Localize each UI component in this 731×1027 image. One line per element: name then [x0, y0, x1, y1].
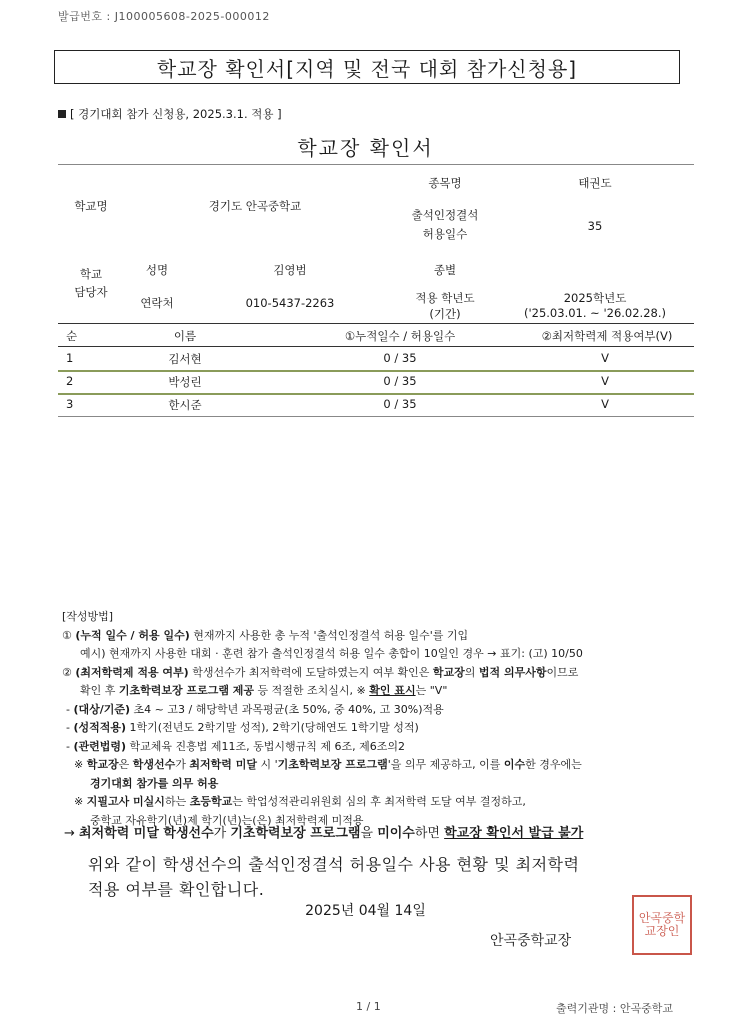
row-rule — [58, 370, 694, 372]
notes-heading: [작성방법] — [62, 610, 114, 623]
gender-label: 종별 — [433, 263, 457, 277]
writing-instructions — [62, 608, 583, 830]
bullet-grades: - (성적적용) 1학기(전년도 2학기말 성적), 2학기(당해연도 1학기말 성적) — [66, 721, 419, 734]
note-2-cont: 확인 후 기초학력보장 프로그램 제공 등 적절한 조치실시, ※ 확인 표시는 "V" — [80, 684, 448, 697]
col-header-name: 이름 — [173, 329, 197, 343]
remark-2-cont: 중학교 자유학기(년)제 학기(년)는(은) 최저학력제 미적용 — [90, 813, 364, 827]
row-no: 1 — [66, 351, 74, 365]
year-value-1: 2025학년도 — [563, 291, 627, 305]
event-value: 태권도 — [578, 176, 612, 190]
row-no: 3 — [66, 397, 74, 411]
remark-1: ※ 학교장은 학생선수가 최저학력 미달 시 '기초학력보장 프로그램'을 의무 제공하고, 이를 이수한 경우에는 — [74, 758, 582, 771]
manager-label-2: 담당자 — [74, 285, 108, 299]
row-name: 김서현 — [168, 352, 202, 366]
sub-header-text: [ 경기대회 참가 신청용, 2025.3.1. 적용 ] — [70, 107, 282, 121]
name-value: 김영범 — [273, 263, 307, 277]
row-days: 0 / 35 — [383, 397, 417, 411]
row-check: V — [601, 397, 609, 411]
contact-value: 010-5437-2263 — [245, 296, 335, 310]
table-header-rule — [58, 346, 694, 347]
remark-1-cont: 경기대회 참가를 의무 허용 — [90, 776, 219, 790]
contact-label: 연락처 — [140, 296, 174, 310]
event-label: 종목명 — [428, 176, 462, 190]
year-label-2: (기간) — [429, 307, 461, 321]
col-header-no: 순 — [66, 329, 78, 343]
square-bullet-icon — [58, 110, 66, 118]
school-value: 경기도 안곡중학교 — [208, 199, 302, 213]
year-label-1: 적용 학년도 — [415, 291, 475, 305]
row-no: 2 — [66, 374, 74, 388]
official-seal-stamp: 안곡중학교장인 — [632, 895, 692, 955]
bullet-law: - (관련법령) 학교체육 진흥법 제11조, 동법시행규칙 제 6조, 제6조의2 — [66, 739, 406, 753]
school-label: 학교명 — [74, 199, 108, 213]
confirm-line-1: 위와 같이 학생선수의 출석인정결석 허용일수 사용 현황 및 최저학력 — [88, 855, 580, 874]
row-days: 0 / 35 — [383, 351, 417, 365]
remark-2: ※ 지필고사 미실시하는 초등학교는 학업성적관리위원회 심의 후 최저학력 도달 여부 결정하고, — [74, 795, 526, 808]
confirmation-statement — [88, 852, 579, 902]
warning-line: → 최저학력 미달 학생선수가 기초학력보장 프로그램을 미이수하면 학교장 확인서 발급 불가 — [64, 826, 584, 841]
document-title: 학교장 확인서 — [297, 136, 434, 160]
year-value-2: ('25.03.01. ~ '26.02.28.) — [524, 306, 666, 320]
col-header-days: ①누적일수 / 허용일수 — [344, 329, 456, 343]
row-name: 한시준 — [168, 398, 202, 412]
note-1-example: 예시) 현재까지 사용한 대회 · 훈련 참가 출석인정결석 허용 일수 총합이 10일인 경우 → 표기: (고) 10/50 — [80, 647, 583, 660]
confirm-line-2: 적용 여부를 확인합니다. — [88, 880, 265, 899]
allowed-days-label-1: 출석인정결석 — [411, 208, 479, 222]
row-days: 0 / 35 — [383, 374, 417, 388]
note-2: ② (최저학력제 적용 여부) 학생선수가 최저학력에 도달하였는지 여부 확인은 학교장의 법적 의무사항이므로 — [62, 665, 579, 679]
note-1: ① (누적 일수 / 허용 일수) 현재까지 사용한 총 누적 '출석인정결석 허용 일수'를 기입 — [62, 628, 469, 642]
allowed-days-label-2: 허용일수 — [422, 227, 468, 241]
printer-institution: 출력기관명 : 안곡중학교 — [556, 1002, 673, 1015]
row-name: 박성린 — [168, 375, 202, 389]
page-number: 1 / 1 — [356, 1000, 381, 1013]
info-top-rule — [58, 164, 694, 165]
table-bottom-rule — [58, 416, 694, 417]
col-header-check: ②최저학력제 적용여부(V) — [541, 329, 673, 343]
allowed-days-value: 35 — [587, 219, 603, 233]
row-check: V — [601, 351, 609, 365]
header-title: 학교장 확인서[지역 및 전국 대회 참가신청용] — [54, 50, 680, 84]
manager-label-1: 학교 — [79, 267, 103, 281]
row-check: V — [601, 374, 609, 388]
name-label: 성명 — [145, 263, 169, 277]
principal-name: 안곡중학교장 — [490, 933, 572, 949]
table-top-rule — [58, 323, 694, 324]
issue-date: 2025년 04월 14일 — [305, 903, 426, 919]
issue-number: 발급번호 : J100005608-2025-000012 — [58, 10, 270, 23]
row-rule — [58, 393, 694, 395]
bullet-target: - (대상/기준) 초4 ~ 고3 / 해당학년 과목평균(초 50%, 중 40%, 고 30%)적용 — [66, 702, 444, 716]
sub-header — [58, 106, 282, 122]
